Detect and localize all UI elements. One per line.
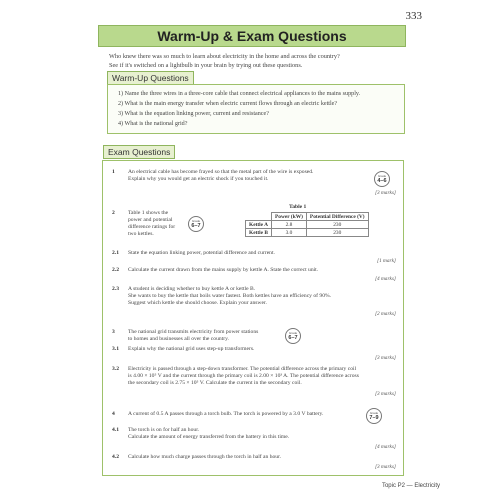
grade-label: Grade: [191, 218, 201, 223]
grade-badge: [188, 216, 204, 232]
question-text: State the equation linking power, potential difference and current.: [128, 250, 275, 256]
table-cell: 230: [306, 221, 368, 229]
question-number: 4.2: [112, 454, 119, 460]
grade-badge: [366, 408, 382, 424]
question-text: A current of 0.5 A passes through a torch bulb. The torch is powered by a 3.0 V battery.: [128, 411, 324, 417]
warmup-item: 1) Name the three wires in a three-core cable that connect electrical appliances to the mains supply.: [118, 91, 361, 97]
table-header: Power (kW): [272, 213, 307, 221]
question-text: The torch is on for half an hour.: [128, 427, 200, 433]
footer-topic: Topic P2 — Electricity: [381, 483, 440, 489]
question-text: the secondary coil is 2.75 × 10⁵ V. Calculate the current in the secondary coil.: [128, 380, 302, 386]
grade-value: 7–9: [369, 414, 379, 421]
question-text: Explain why you would get an electric shock if you touched it.: [128, 176, 269, 182]
grade-label: Grade: [377, 173, 387, 178]
grade-value: 6–7: [288, 334, 298, 341]
warmup-item: 2) What is the main energy transfer when electric current flows through an electric kettle?: [118, 101, 338, 107]
kettle-table: [245, 212, 369, 237]
question-number: 1: [112, 169, 115, 175]
table-row: [246, 229, 369, 237]
marks: [4 marks]: [374, 276, 396, 282]
question-text: The national grid transmits electricity from power stations: [128, 329, 259, 335]
grade-value: 6–7: [191, 222, 201, 229]
question-number: 2: [112, 210, 115, 216]
question-text: Calculate the amount of energy transferred from the battery in this time.: [128, 434, 290, 440]
question-text: An electrical cable has become frayed so that the metal part of the wire is exposed.: [128, 169, 314, 175]
question-number: 3.2: [112, 366, 119, 372]
question-text: Electricity is passed through a step-down transformer. The potential difference across the primary coil: [128, 366, 357, 372]
question-text: difference ratings for: [128, 224, 176, 230]
marks: [3 marks]: [374, 355, 396, 361]
question-text: Calculate how much charge passes through the torch in half an hour.: [128, 454, 282, 460]
question-text: Explain why the national grid uses step-up transformers.: [128, 346, 255, 352]
question-text: power and potential: [128, 217, 173, 223]
intro-line: See if it's switched on a lightbulb in your brain by trying out these questions.: [109, 62, 303, 69]
table-cell: 230: [306, 229, 368, 237]
grade-label: Grade: [288, 330, 298, 335]
marks: [1 mark]: [377, 258, 396, 264]
title-banner: [98, 25, 406, 47]
table-header: [246, 213, 272, 221]
table-header: Potential Difference (V): [306, 213, 368, 221]
marks: [3 marks]: [374, 464, 396, 470]
question-number: 2.2: [112, 267, 119, 273]
question-text: is 4.00 × 10⁵ V and the current through the primary coil is 2.00 × 10³ A. The potential difference across: [128, 373, 359, 379]
question-number: 2.1: [112, 250, 119, 256]
question-number: 4.1: [112, 427, 119, 433]
warmup-item: 3) What is the equation linking power, current and resistance?: [118, 111, 269, 117]
table-cell: Kettle B: [246, 229, 272, 237]
exam-heading: Exam Questions: [103, 145, 175, 159]
marks: [4 marks]: [374, 444, 396, 450]
marks: [2 marks]: [374, 311, 396, 317]
warmup-item: 4) What is the national grid?: [118, 121, 188, 127]
question-number: 2.3: [112, 286, 119, 292]
table-row: [246, 221, 369, 229]
question-text: two kettles.: [128, 231, 154, 237]
warmup-box: [107, 84, 405, 134]
table-cell: 2.8: [272, 221, 307, 229]
question-number: 3.1: [112, 346, 119, 352]
question-number: 3: [112, 329, 115, 335]
page-title: Warm-Up & Exam Questions: [157, 28, 347, 44]
grade-value: 4–6: [377, 177, 387, 184]
intro-text: [109, 52, 409, 70]
table-cell: 3.0: [272, 229, 307, 237]
question-text: A student is deciding whether to buy kettle A or kettle B.: [128, 286, 256, 292]
grade-badge: [285, 328, 301, 344]
table-cell: Kettle A: [246, 221, 272, 229]
table-caption: Table 1: [289, 204, 307, 210]
question-text: She wants to buy the kettle that boils water fastest. Both kettles have an efficiency of 90%.: [128, 293, 332, 299]
question-text: Calculate the current drawn from the mains supply by kettle A. State the correct unit.: [128, 267, 319, 273]
grade-badge: [374, 171, 390, 187]
intro-line: Who knew there was so much to learn about electricity in the home and across the country?: [109, 53, 340, 60]
marks: [3 marks]: [374, 391, 396, 397]
question-text: Table 1 shows the: [128, 210, 169, 216]
warmup-heading: Warm-Up Questions: [107, 71, 194, 85]
table-header-row: [246, 213, 369, 221]
grade-label: Grade: [369, 410, 379, 415]
question-number: 4: [112, 411, 115, 417]
marks: [3 marks]: [374, 190, 396, 196]
page-number: 333: [405, 10, 422, 22]
question-text: Suggest which kettle she should choose. Explain your answer.: [128, 300, 267, 306]
question-text: to homes and businesses all over the country.: [128, 336, 229, 342]
